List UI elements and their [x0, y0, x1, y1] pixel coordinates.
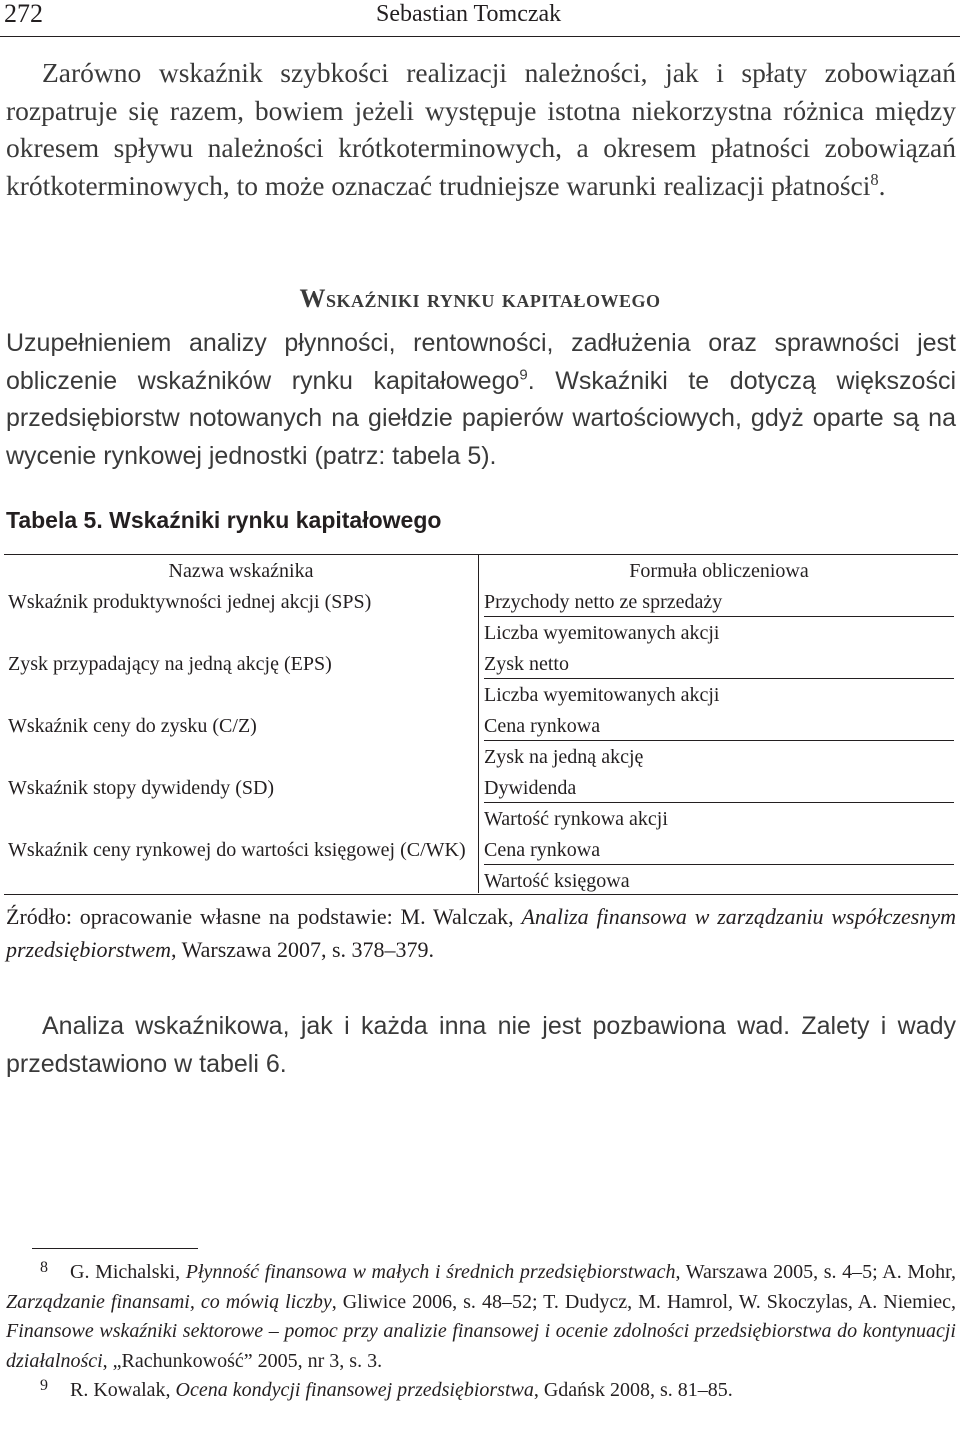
footnote-ref-8[interactable]: 8: [870, 169, 879, 189]
section-heading: Wskaźniki rynku kapitałowego: [299, 284, 661, 313]
footnote-text: , Gdańsk 2008, s. 81–85.: [533, 1379, 733, 1401]
table-row: [4, 648, 958, 710]
footnote-title: Zarządzanie finansami, co mówią liczby: [6, 1290, 332, 1313]
source-prefix: Źródło: opracowanie własne na podstawie: M. Walczak,: [6, 904, 522, 929]
formula-denominator: Wartość księgowa: [484, 870, 630, 892]
paragraph-intro-end: .: [878, 169, 886, 201]
page-header: [0, 0, 960, 37]
table-row: [4, 834, 958, 896]
running-head-author: Sebastian Tomczak: [376, 1, 562, 27]
formula-numerator: Cena rynkowa: [484, 715, 601, 737]
formula-denominator: Wartość rynkowa akcji: [484, 808, 668, 830]
page-number: 272: [4, 0, 43, 28]
paragraph-intro-text: Zarówno wskaźnik szybkości realizacji należności, jak i spłaty zobowiązań rozpatruje się razem, bowiem jeżeli występuje istotna niekorzystna różnica między okresem spływu należności krótkoterminowych, a okresem płatności zobowiązań krótkoterminowych, to może oznaczać trudniejsze warunki realizacji płatności: [6, 57, 956, 201]
footnote-text: , Warszawa 2005, s. 4–5; A. Mohr,: [675, 1261, 957, 1283]
fraction-line: [484, 864, 954, 865]
table-row: [4, 772, 958, 834]
footnote-mark: 9: [40, 1377, 48, 1394]
footnote-mark: 8: [40, 1259, 48, 1276]
paragraph-market-ratios-text-a: Uzupełnieniem analizy płynności, rentowności, zadłużenia oraz sprawności jest obliczenie wskaźników rynku kapitałowego: [6, 329, 956, 395]
table-row: [4, 586, 958, 648]
ratio-name: Wskaźnik ceny do zysku (C/Z): [8, 715, 257, 737]
fraction-line: [484, 678, 954, 679]
ratio-name: Wskaźnik produktywności jednej akcji (SPS): [8, 591, 372, 613]
column-header-name: Nazwa wskaźnika: [168, 560, 314, 582]
ratio-table: [4, 554, 958, 895]
fraction-line: [484, 802, 954, 803]
table-row: [4, 710, 958, 772]
ratio-name: Zysk przypadający na jedną akcję (EPS): [8, 653, 332, 675]
formula-denominator: Zysk na jedną akcję: [484, 746, 644, 768]
column-header-formula: Formuła obliczeniowa: [629, 560, 809, 582]
formula-denominator: Liczba wyemitowanych akcji: [484, 622, 720, 644]
paragraph-intro: [6, 54, 956, 204]
footnote-9: [6, 1376, 956, 1406]
fraction-line: [484, 740, 954, 741]
footnote-ref-9[interactable]: 9: [519, 366, 528, 384]
formula-numerator: Przychody netto ze sprzedaży: [484, 591, 723, 613]
paragraph-conclusion: Analiza wskaźnikowa, jak i każda inna nie jest pozbawiona wad. Zalety i wady przedstawiono w tabeli 6.: [6, 1012, 956, 1078]
source-title: Analiza finansowa w zarządzaniu współczesnym przedsiębiorstwem: [6, 904, 956, 962]
footnote-text: R. Kowalak,: [70, 1379, 176, 1401]
footnote-text: G. Michalski,: [70, 1261, 186, 1283]
footnote-text: , Gliwice 2006, s. 48–52; T. Dudycz, M. Hamrol, W. Skoczylas, A. Niemiec,: [331, 1290, 956, 1313]
formula-numerator: Dywidenda: [484, 777, 577, 799]
paragraph-market-ratios-text-b: . Wskaźniki te dotyczą większości przedsiębiorstw notowanych na giełdzie papierów wartościowych, gdyż oparte są na wycenie rynkowej jednostki (patrz: tabela 5).: [6, 366, 957, 470]
table-column-divider: [478, 554, 479, 893]
table-caption: Tabela 5. Wskaźniki rynku kapitałowego: [6, 507, 442, 533]
footnotes: [6, 1258, 956, 1406]
footnote-divider: [32, 1248, 198, 1249]
footnote-title: Ocena kondycji finansowej przedsiębiorstwa: [175, 1379, 534, 1401]
paragraph-market-ratios: [6, 325, 956, 475]
footnote-text: , „Rachunkowość” 2005, nr 3, s. 3.: [102, 1349, 383, 1372]
fraction-line: [484, 616, 954, 617]
footnote-8: [6, 1258, 956, 1376]
table-source: [6, 900, 956, 966]
formula-numerator: Zysk netto: [484, 653, 569, 675]
ratio-name: Wskaźnik ceny rynkowej do wartości księgowej (C/WK): [8, 839, 466, 861]
formula-numerator: Cena rynkowa: [484, 839, 601, 861]
footnote-title: Płynność finansowa w małych i średnich przedsiębiorstwach: [185, 1261, 676, 1283]
formula-denominator: Liczba wyemitowanych akcji: [484, 684, 720, 706]
footnote-title: Finansowe wskaźniki sektorowe – pomoc przy analizie finansowej i ocenie zdolności przedsiębiorstwa do kontynuacji działalności: [6, 1320, 956, 1372]
source-suffix: , Warszawa 2007, s. 378–379.: [171, 937, 435, 962]
ratio-name: Wskaźnik stopy dywidendy (SD): [8, 777, 275, 799]
